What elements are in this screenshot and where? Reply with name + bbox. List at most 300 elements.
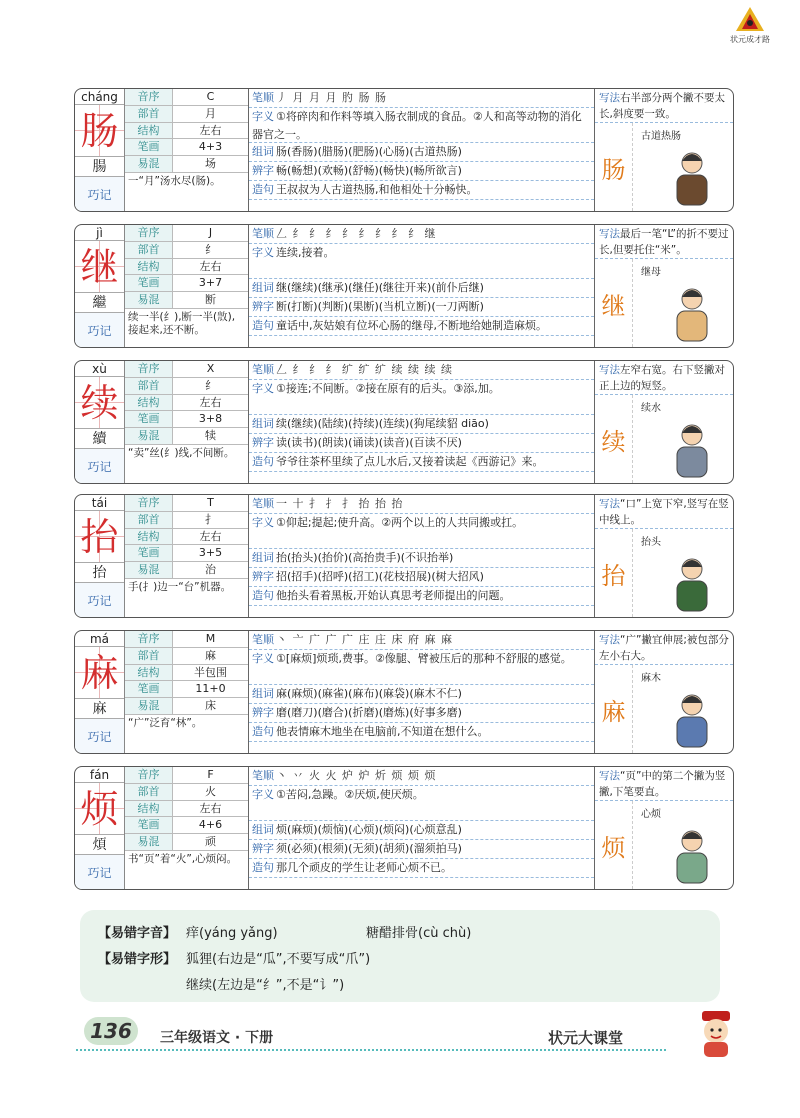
info-row — [125, 665, 248, 682]
writing-text: “页”中的第二个撇为竖撇,下笔要直。 — [599, 770, 726, 798]
info-value: 麻 — [205, 648, 216, 662]
detail-line — [249, 767, 594, 786]
char-pinyin: jì — [75, 225, 124, 241]
info-value: 治 — [205, 563, 216, 577]
error-sound-item: 痒(yáng yǎng) — [186, 925, 278, 941]
detail-value: ①[麻烦]烦琐,费事。②像腿、臂被压后的那种不舒服的感觉。 — [276, 651, 572, 665]
detail-value: 连续,接着。 — [276, 245, 335, 259]
illustration — [633, 801, 733, 889]
detail-line — [249, 298, 594, 317]
mnemonic-text: “卖”丝(纟)线,不间断。 — [128, 446, 235, 459]
info-value: 3+5 — [198, 546, 223, 560]
detail-value: 𠃋 纟 纟 纟 纟 纟 纟 纟 纟 继 — [276, 227, 437, 240]
detail-value: ①仰起;提起;使升高。②两个以上的人共同搬或扛。 — [276, 515, 524, 529]
tip-label: 巧记 — [75, 719, 124, 753]
detail-label: 辨字 — [252, 436, 274, 450]
writing-label: 写法 — [599, 364, 620, 376]
detail-value: 抬(抬头)(抬价)(高抬贵手)(不识抬举) — [276, 551, 454, 565]
illustration-caption: 续水 — [641, 403, 661, 414]
practice-char: 继 — [595, 259, 633, 347]
info-row — [125, 801, 248, 818]
info-label: 易混 — [125, 698, 173, 714]
writing-note — [595, 225, 733, 259]
page-number: 136 — [84, 1017, 138, 1045]
info-label: 音序 — [125, 631, 173, 647]
info-label: 音序 — [125, 89, 173, 105]
error-shape-item: 狐狸(右边是“瓜”,不要写成“爪”) — [186, 951, 371, 967]
info-label: 部首 — [125, 648, 173, 664]
mnemonic-text: 一“月”汤水尽(肠)。 — [128, 174, 221, 187]
detail-line — [249, 434, 594, 453]
info-value: T — [207, 496, 214, 509]
detail-value: 断(打断)(判断)(果断)(当机立断)(一刀两断) — [276, 300, 484, 314]
info-row — [125, 242, 248, 259]
info-row — [125, 139, 248, 156]
info-value: 4+6 — [198, 818, 223, 832]
detail-value: ①苦闷,急躁。②厌烦,使厌烦。 — [276, 787, 424, 801]
char-column — [75, 767, 125, 889]
illustration — [633, 395, 733, 483]
info-value: 左右 — [199, 395, 222, 409]
writing-note — [595, 631, 733, 665]
practice-char: 麻 — [595, 665, 633, 753]
detail-label: 造句 — [252, 860, 274, 874]
detail-line — [249, 415, 594, 434]
info-row — [125, 834, 248, 851]
info-value: F — [207, 768, 214, 781]
info-label: 结构 — [125, 529, 173, 545]
char-detail — [249, 225, 595, 347]
detail-label: 笔顺 — [252, 497, 274, 510]
info-row — [125, 698, 248, 715]
char-main: 抬 — [75, 511, 124, 563]
info-label: 易混 — [125, 834, 173, 850]
detail-line — [249, 380, 594, 416]
detail-value: 那几个顽皮的学生让老师心烦不已。 — [276, 860, 452, 874]
detail-line — [249, 279, 594, 298]
detail-label: 造句 — [252, 182, 274, 196]
brand-title: 状元大课堂 — [548, 1029, 624, 1047]
info-row — [125, 562, 248, 579]
detail-label: 辨字 — [252, 842, 274, 856]
char-traditional: 繼 — [75, 293, 124, 313]
info-row — [125, 512, 248, 529]
illustration-area — [595, 395, 733, 483]
char-card — [74, 360, 734, 484]
writing-panel — [595, 631, 733, 753]
info-row — [125, 428, 248, 445]
detail-label: 造句 — [252, 588, 274, 602]
detail-line — [249, 495, 594, 514]
info-value: X — [206, 362, 215, 375]
detail-line — [249, 587, 594, 606]
detail-line — [249, 549, 594, 568]
tip-label: 巧记 — [75, 177, 124, 211]
detail-label: 组词 — [252, 687, 274, 701]
char-main: 继 — [75, 241, 124, 293]
info-row — [125, 156, 248, 173]
illustration-caption: 心烦 — [641, 809, 661, 820]
char-pinyin: tái — [75, 495, 124, 511]
mnemonic-text: 续一半(纟),断一半(𣁋),接起来,还不断。 — [128, 310, 236, 336]
mnemonic-text: 手(扌)边一“台”机器。 — [128, 580, 232, 593]
info-row — [125, 106, 248, 123]
detail-label: 笔顺 — [252, 91, 274, 104]
detail-value: 𠃋 纟 纟 纟 纩 纩 纩 续 续 续 续 — [276, 363, 453, 376]
writing-note — [595, 767, 733, 801]
info-value: 床 — [205, 699, 216, 713]
info-label: 笔画 — [125, 817, 173, 833]
detail-line — [249, 361, 594, 380]
detail-value: 他表情麻木地坐在电脑前,不知道在想什么。 — [276, 724, 489, 738]
info-label: 结构 — [125, 801, 173, 817]
detail-line — [249, 225, 594, 244]
detail-value: 麻(麻烦)(麻雀)(麻布)(麻袋)(麻木不仁) — [276, 687, 462, 701]
logo-emblem-icon — [735, 6, 765, 32]
detail-label: 辨字 — [252, 570, 274, 584]
char-traditional: 續 — [75, 429, 124, 449]
detail-label: 组词 — [252, 417, 274, 431]
error-shape-tag: 【易错字形】 — [98, 951, 177, 967]
detail-line — [249, 244, 594, 280]
detail-line — [249, 568, 594, 587]
info-value: 左右 — [199, 529, 222, 543]
detail-value: 磨(磨刀)(磨合)(折磨)(磨炼)(好事多磨) — [276, 706, 462, 720]
writing-panel — [595, 225, 733, 347]
info-row — [125, 495, 248, 512]
detail-label: 组词 — [252, 281, 274, 295]
writing-panel — [595, 495, 733, 617]
practice-char: 续 — [595, 395, 633, 483]
detail-value: 童话中,灰姑娘有位坏心肠的继母,不断地给她制造麻烦。 — [276, 318, 547, 332]
error-sound-item: 糖醋排骨(cù chù) — [366, 925, 472, 941]
detail-value: 肠(香肠)(腊肠)(肥肠)(心肠)(古道热肠) — [276, 145, 462, 159]
writing-note — [595, 495, 733, 529]
illustration-area — [595, 665, 733, 753]
char-info-table — [125, 767, 249, 889]
detail-line — [249, 514, 594, 550]
char-traditional: 煩 — [75, 835, 124, 855]
writing-text: “广”撇宜伸展;被包部分左小右大。 — [599, 634, 729, 662]
char-info-table — [125, 361, 249, 483]
practice-char: 肠 — [595, 123, 633, 211]
info-row — [125, 89, 248, 106]
info-row — [125, 411, 248, 428]
writing-label: 写法 — [599, 770, 620, 782]
char-main: 麻 — [75, 647, 124, 699]
tip-label: 巧记 — [75, 583, 124, 617]
person-illustration-icon — [657, 551, 727, 615]
detail-value: 王叔叔为人古道热肠,和他相处十分畅快。 — [276, 182, 478, 196]
char-card — [74, 630, 734, 754]
writing-text: 右半部分两个撇不要太长,斜度要一致。 — [599, 92, 725, 120]
char-card — [74, 494, 734, 618]
char-info-table — [125, 495, 249, 617]
detail-line — [249, 650, 594, 686]
char-column — [75, 361, 125, 483]
detail-line — [249, 143, 594, 162]
info-value: 4+3 — [198, 140, 223, 154]
detail-line — [249, 786, 594, 822]
logo-caption: 状元成才路 — [730, 35, 770, 44]
error-shape-item: 继续(左边是“纟”,不是“讠”) — [186, 977, 345, 993]
info-value: 断 — [205, 293, 216, 307]
info-row — [125, 681, 248, 698]
writing-note — [595, 89, 733, 123]
brand-logo — [722, 6, 778, 46]
detail-value: 读(读书)(朗读)(诵读)(读音)(百读不厌) — [276, 436, 462, 450]
detail-line — [249, 162, 594, 181]
info-label: 易混 — [125, 562, 173, 578]
info-row — [125, 784, 248, 801]
info-label: 结构 — [125, 395, 173, 411]
person-illustration-icon — [657, 417, 727, 481]
detail-value: 烦(麻烦)(烦恼)(心烦)(烦闷)(心烦意乱) — [276, 823, 462, 837]
detail-label: 字义 — [252, 651, 274, 665]
info-value: C — [206, 90, 215, 103]
info-row — [125, 275, 248, 292]
info-label: 音序 — [125, 361, 173, 377]
detail-line — [249, 704, 594, 723]
writing-text: “口”上宽下窄,竖写在竖中线上。 — [599, 498, 729, 526]
info-value: 左右 — [199, 123, 222, 137]
char-card — [74, 224, 734, 348]
info-label: 部首 — [125, 242, 173, 258]
illustration-caption: 继母 — [641, 267, 661, 278]
detail-value: 丶 亠 广 广 广 庄 庄 床 府 麻 麻 — [276, 633, 453, 646]
illustration-caption: 麻木 — [641, 673, 661, 684]
info-row — [125, 225, 248, 242]
mascot-icon — [688, 1009, 744, 1059]
writing-label: 写法 — [599, 228, 620, 240]
detail-label: 笔顺 — [252, 227, 274, 240]
detail-line — [249, 317, 594, 336]
detail-label: 辨字 — [252, 300, 274, 314]
person-illustration-icon — [657, 145, 727, 209]
detail-value: ①将碎肉和作料等填入肠衣制成的食品。②人和高等动物的消化器官之一。 — [252, 109, 582, 141]
mnemonic-text: 书“页”着“火”,心烦闷。 — [128, 852, 238, 865]
writing-label: 写法 — [599, 498, 620, 510]
practice-char: 抬 — [595, 529, 633, 617]
illustration — [633, 529, 733, 617]
tip-label: 巧记 — [75, 313, 124, 347]
illustration — [633, 665, 733, 753]
writing-panel — [595, 89, 733, 211]
char-info-table — [125, 631, 249, 753]
practice-char: 烦 — [595, 801, 633, 889]
char-detail — [249, 495, 595, 617]
detail-label: 组词 — [252, 823, 274, 837]
detail-value: 招(招手)(招呼)(招工)(花枝招展)(树大招风) — [276, 570, 484, 584]
char-traditional: 麻 — [75, 699, 124, 719]
detail-value: 爷爷往茶杯里续了点儿水后,又接着读起《西游记》来。 — [276, 454, 544, 468]
detail-line — [249, 631, 594, 650]
detail-label: 造句 — [252, 724, 274, 738]
detail-label: 造句 — [252, 318, 274, 332]
detail-line — [249, 453, 594, 472]
detail-label: 组词 — [252, 145, 274, 159]
char-main: 肠 — [75, 105, 124, 157]
char-card — [74, 88, 734, 212]
char-column — [75, 225, 125, 347]
info-row — [125, 378, 248, 395]
char-pinyin: xù — [75, 361, 124, 377]
char-traditional: 抬 — [75, 563, 124, 583]
char-detail — [249, 767, 595, 889]
detail-label: 造句 — [252, 454, 274, 468]
info-label: 音序 — [125, 225, 173, 241]
info-value: M — [205, 632, 216, 645]
info-row — [125, 395, 248, 412]
writing-text: 左窄右宽。右下竖撇对正上边的短竖。 — [599, 364, 725, 392]
info-row — [125, 817, 248, 834]
illustration-area — [595, 801, 733, 889]
info-label: 笔画 — [125, 139, 173, 155]
tip-label: 巧记 — [75, 855, 124, 889]
info-value: 场 — [205, 157, 216, 171]
info-value: 左右 — [199, 801, 222, 815]
page-footer — [60, 1015, 740, 1055]
char-pinyin: fán — [75, 767, 124, 783]
char-card — [74, 766, 734, 890]
info-label: 易混 — [125, 292, 173, 308]
detail-value: 续(继续)(陆续)(持续)(连续)(狗尾续貂 diāo) — [276, 417, 489, 431]
detail-line — [249, 723, 594, 742]
info-value: 左右 — [199, 259, 222, 273]
person-illustration-icon — [657, 687, 727, 751]
detail-label: 字义 — [252, 381, 274, 395]
info-label: 部首 — [125, 106, 173, 122]
info-row — [125, 259, 248, 276]
illustration — [633, 259, 733, 347]
writing-panel — [595, 767, 733, 889]
detail-line — [249, 685, 594, 704]
detail-value: 继(继续)(继承)(继任)(继往开来)(前仆后继) — [276, 281, 484, 295]
book-title: 三年级语文 · 下册 — [160, 1030, 274, 1046]
info-value: 11+0 — [195, 682, 226, 696]
char-column — [75, 495, 125, 617]
illustration-caption: 抬头 — [641, 537, 661, 548]
info-label: 音序 — [125, 767, 173, 783]
illustration — [633, 123, 733, 211]
detail-line — [249, 821, 594, 840]
mnemonic-text: “广”泛育“林”。 — [128, 716, 203, 729]
tip-label: 巧记 — [75, 449, 124, 483]
detail-line — [249, 840, 594, 859]
char-column — [75, 89, 125, 211]
detail-label: 笔顺 — [252, 633, 274, 646]
detail-line — [249, 859, 594, 878]
detail-label: 笔顺 — [252, 363, 274, 376]
char-main: 烦 — [75, 783, 124, 835]
info-row — [125, 545, 248, 562]
char-main: 续 — [75, 377, 124, 429]
info-value: 3+7 — [198, 276, 223, 290]
info-value: 月 — [205, 106, 216, 120]
info-value: 纟 — [205, 378, 216, 392]
detail-label: 字义 — [252, 787, 274, 801]
detail-label: 组词 — [252, 551, 274, 565]
illustration-area — [595, 259, 733, 347]
detail-label: 笔顺 — [252, 769, 274, 782]
char-info-table — [125, 89, 249, 211]
detail-line — [249, 181, 594, 200]
info-label: 易混 — [125, 156, 173, 172]
info-value: 顽 — [205, 835, 216, 849]
detail-label: 字义 — [252, 515, 274, 529]
info-label: 结构 — [125, 665, 173, 681]
detail-label: 字义 — [252, 109, 274, 123]
info-label: 部首 — [125, 784, 173, 800]
info-label: 音序 — [125, 495, 173, 511]
detail-value: 畅(畅想)(欢畅)(舒畅)(畅快)(畅所欲言) — [276, 164, 462, 178]
info-label: 笔画 — [125, 545, 173, 561]
error-prone-box — [80, 910, 720, 1002]
illustration-area — [595, 529, 733, 617]
writing-text: 最后一笔“L”的折不要过长,但要托住“米”。 — [599, 228, 729, 256]
info-value: 半包围 — [194, 665, 227, 679]
info-label: 笔画 — [125, 411, 173, 427]
info-value: J — [208, 226, 213, 239]
detail-line — [249, 89, 594, 108]
info-row — [125, 123, 248, 140]
illustration-caption: 古道热肠 — [641, 131, 681, 142]
info-row — [125, 529, 248, 546]
char-pinyin: cháng — [75, 89, 124, 105]
info-value: 扌 — [205, 512, 216, 526]
footer-rule — [76, 1049, 666, 1051]
writing-label: 写法 — [599, 92, 620, 104]
detail-label: 辨字 — [252, 706, 274, 720]
char-info-table — [125, 225, 249, 347]
info-label: 部首 — [125, 378, 173, 394]
info-label: 部首 — [125, 512, 173, 528]
info-label: 易混 — [125, 428, 173, 444]
detail-value: 他抬头看着黑板,开始认真思考老师提出的问题。 — [276, 588, 511, 602]
detail-value: 一 十 扌 扌 扌 抬 抬 抬 — [276, 497, 404, 510]
char-detail — [249, 361, 595, 483]
char-detail — [249, 631, 595, 753]
info-label: 笔画 — [125, 681, 173, 697]
error-sound-tag: 【易错字音】 — [98, 925, 177, 941]
char-column — [75, 631, 125, 753]
info-value: 犊 — [205, 429, 216, 443]
info-row — [125, 292, 248, 309]
info-row — [125, 361, 248, 378]
info-value: 纟 — [205, 242, 216, 256]
detail-line — [249, 108, 594, 144]
detail-value: ①接连;不间断。②接在原有的后头。③添,加。 — [276, 381, 500, 395]
info-row — [125, 648, 248, 665]
detail-label: 辨字 — [252, 164, 274, 178]
info-row — [125, 767, 248, 784]
detail-value: 丿 月 月 月 肑 肠 肠 — [276, 91, 387, 104]
info-label: 笔画 — [125, 275, 173, 291]
writing-panel — [595, 361, 733, 483]
illustration-area — [595, 123, 733, 211]
writing-note — [595, 361, 733, 395]
person-illustration-icon — [657, 823, 727, 887]
detail-value: 丶 丷 火 火 炉 炉 炘 烦 烦 烦 — [276, 769, 437, 782]
info-label: 结构 — [125, 259, 173, 275]
info-label: 结构 — [125, 123, 173, 139]
info-value: 3+8 — [198, 412, 223, 426]
detail-value: 须(必须)(根须)(无须)(胡须)(溜须拍马) — [276, 842, 462, 856]
info-row — [125, 631, 248, 648]
info-value: 火 — [205, 784, 216, 798]
detail-label: 字义 — [252, 245, 274, 259]
writing-label: 写法 — [599, 634, 620, 646]
